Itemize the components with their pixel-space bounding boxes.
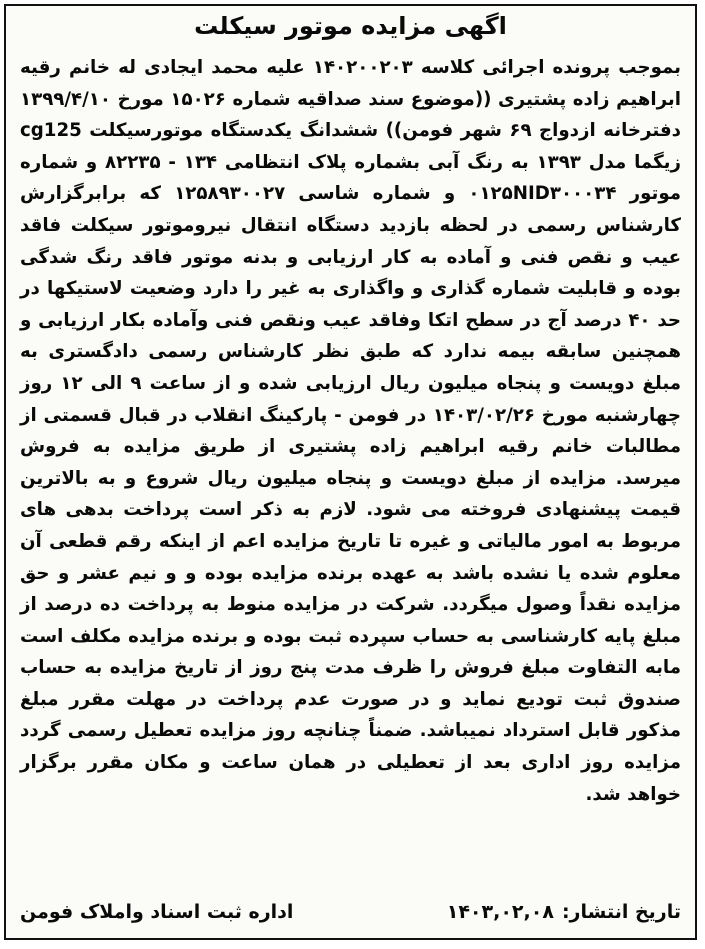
notice-footer [20,894,681,930]
auction-notice [4,4,697,940]
publish-label: تاریخ انتشار: [561,901,681,923]
publish-date: ۱۴۰۳,۰۲,۰۸ [446,901,554,923]
publish-info [447,901,681,923]
notice-body: بموجب پرونده اجرائی کلاسه ۱۴۰۲۰۰۲۰۳ علیه محمد ایجادی له خانم رقیه ابراهیم زاده پشتیری ((موضوع سند صداقیه شماره ۱۵۰۲۶ مورخ ۱۳۹۹/۴/۱۰ دفترخانه ازدواج ۶۹ شهر فومن)) ششدانگ یکدستگاه موتورسیکلت cg125 زیگما مدل ۱۳۹۳ به رنگ آبی بشماره پلاک انتظامی ۱۳۴ - ۸۲۲۳۵ و شماره موتور ۰۱۲۵NID۳۰۰۰۳۴ و شماره شاسی ۱۲۵۸۹۳۰۰۲۷ که برابرگزارش کارشناس رسمی در لحظه بازدید دستگاه انتقال نیروموتور سیکلت فاقد عیب و نقص فنی و آماده به کار ارزیابی و بدنه موتور فاقد رنگ شدگی بوده و قابلیت شماره گذاری و واگذاری به غیر را دارد وضعیت لاستیکها در حد ۴۰ درصد آج در سطح اتکا وفاقد عیب ونقص فنی وآماده بکار ارزیابی و همچنین سابقه بیمه ندارد که طبق نظر کارشناس رسمی دادگستری به مبلغ دویست و پنجاه میلیون ریال ارزیابی شده و از ساعت ۹ الی ۱۲ روز چهارشنبه مورخ ۱۴۰۳/۰۲/۲۶ در فومن - پارکینگ انقلاب در قبال قسمتی از مطالبات خانم رقیه ابراهیم زاده پشتیری از طریق مزایده به فروش میرسد. مزایده از مبلغ دویست و پنجاه میلیون ریال شروع و به بالاترین قیمت پیشنهادی فروخته می شود. لازم به ذکر است پرداخت بدهی های مربوط به امور مالیاتی و غیره تا تاریخ مزایده اعم از اینکه رقم قطعی آن معلوم شده یا نشده باشد به عهده برنده مزایده بوده و و نیم عشر و حق مزایده نقداً وصول میگردد. شرکت در مزایده منوط به پرداخت ده درصد از مبلغ پایه کارشناسی به حساب سپرده ثبت بوده و برنده مزایده مکلف است مابه التفاوت مبلغ فروش را ظرف مدت پنج روز از تاریخ مزایده به حساب صندوق ثبت تودیع نماید و در صورت عدم پرداخت در مهلت مقرر مبلغ مذکور قابل استرداد نمیباشد. ضمناً چنانچه روز مزایده تعطیل رسمی گردد مزایده روز اداری بعد از تعطیلی در همان ساعت و مکان مقرر برگزار خواهد شد. [20,57,682,805]
issuer-name: اداره ثبت اسناد واملاک فومن [20,901,294,923]
notice-title: اگهی مزایده موتور سیکلت [194,12,507,40]
